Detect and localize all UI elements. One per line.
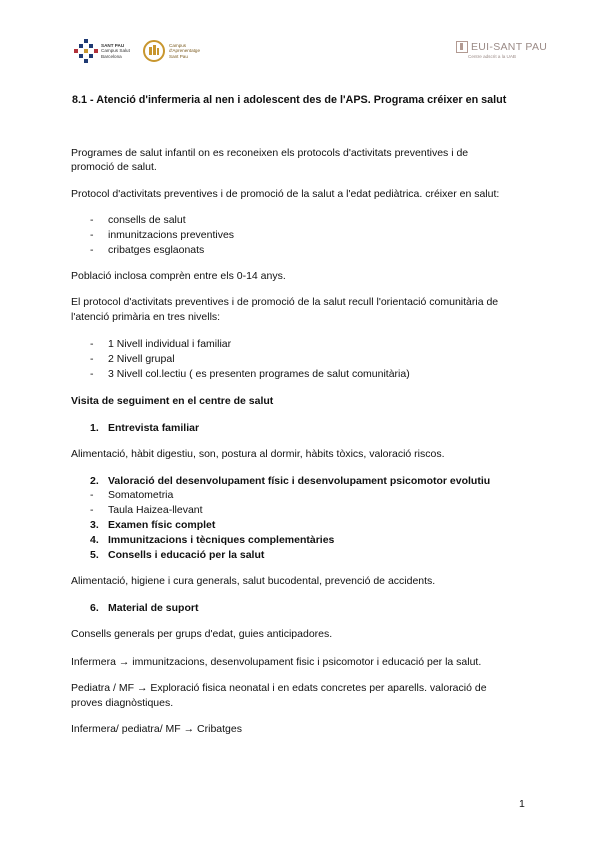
list-item: cribatges esglaonats (108, 244, 205, 256)
eui-brand: EUI-SANT PAU (456, 41, 547, 53)
step-heading: Entrevista familiar (108, 422, 200, 434)
step-number: 5. (90, 549, 99, 561)
section-heading: Visita de seguiment en el centre de salut (71, 395, 274, 407)
list-item: Somatometria (108, 489, 174, 501)
page-title: 8.1 - Atenció d'infermeria al nen i adolescent des de l'APS. Programa créixer en salut (72, 94, 507, 106)
header-logo-left (74, 38, 203, 64)
step-number: 6. (90, 602, 99, 614)
bullet-dash: - (90, 353, 94, 365)
intro-text-cont: promoció de salut. (71, 161, 157, 173)
step-number: 2. (90, 475, 99, 487)
step-number: 3. (90, 519, 99, 531)
step-heading: Valoració del desenvolupament físic i desenvolupament psicomotor evolutiu (108, 475, 491, 487)
step6-text: Consells generals per grups d'edat, guies anticipadores. (71, 628, 333, 640)
role-text: Infermera → immunitzacions, desenvolupament fisic i psicomotor i educació per la salut. (71, 656, 482, 668)
role-text-cont: proves diagnòstiques. (71, 697, 174, 709)
bullet-dash: - (90, 338, 94, 350)
population-text: Població inclosa comprèn entre els 0-14 anys. (71, 270, 286, 282)
campus-aprenentatge-emblem-icon (143, 40, 165, 62)
list-item: 2 Nivell grupal (108, 353, 175, 365)
protocol-text: Protocol d'activitats preventives i de promoció de la salut a l'edat pediàtrica. créixer en salut: (71, 188, 500, 200)
header-logo-right (456, 41, 547, 63)
page-number: 1 (519, 798, 525, 810)
step-number: 1. (90, 422, 99, 434)
bullet-dash: - (90, 214, 94, 226)
step-heading: Material de suport (108, 602, 199, 614)
step-heading: Immunitzacions i tècniques complementàries (108, 534, 335, 546)
list-item: 1 Nivell individual i familiar (108, 338, 232, 350)
step1-text: Alimentació, hàbit digestiu, son, postura al dormir, hàbits tòxics, valoració riscos. (71, 448, 445, 460)
list-item: 3 Nivell col.lectiu ( es presenten programes de salut comunitària) (108, 368, 410, 380)
orientation-text: El protocol d'activitats preventives i de promoció de la salut recull l'orientació comunitària de (71, 296, 499, 308)
step-heading: Examen físic complet (108, 519, 216, 531)
role-text: Infermera/ pediatra/ MF → Cribatges (71, 723, 242, 735)
eui-tagline: Centre adscrit a la UAB (468, 54, 516, 59)
bullet-dash: - (90, 489, 94, 501)
step5-text: Alimentació, higiene i cura generals, salut bucodental, prevenció de accidents. (71, 575, 436, 587)
santpau-emblem-icon (74, 39, 98, 63)
intro-text: Programes de salut infantil on es reconeixen els protocols d'activitats preventives i de (71, 147, 469, 159)
role-text: Pediatra / MF → Exploració fisica neonatal i en edats concretes per aparells. valoració de (71, 682, 487, 694)
step-number: 4. (90, 534, 99, 546)
bullet-dash: - (90, 244, 94, 256)
list-item: consells de salut (108, 214, 186, 226)
bullet-dash: - (90, 229, 94, 241)
orientation-text-cont: l'atenció primària en tres nivells: (71, 311, 221, 323)
bullet-dash: - (90, 504, 94, 516)
santpau-logo-text: SANT PAU Campus Salut Barcelona (101, 43, 130, 59)
step-heading: Consells i educació per la salut (108, 549, 265, 561)
list-item: Taula Haizea-llevant (108, 504, 203, 516)
eui-logo-icon (456, 41, 468, 53)
list-item: inmunitzacions preventives (108, 229, 235, 241)
campus-logo-text: Campus d'Aprenentatge Sant Pau (169, 43, 201, 59)
bullet-dash: - (90, 368, 94, 380)
